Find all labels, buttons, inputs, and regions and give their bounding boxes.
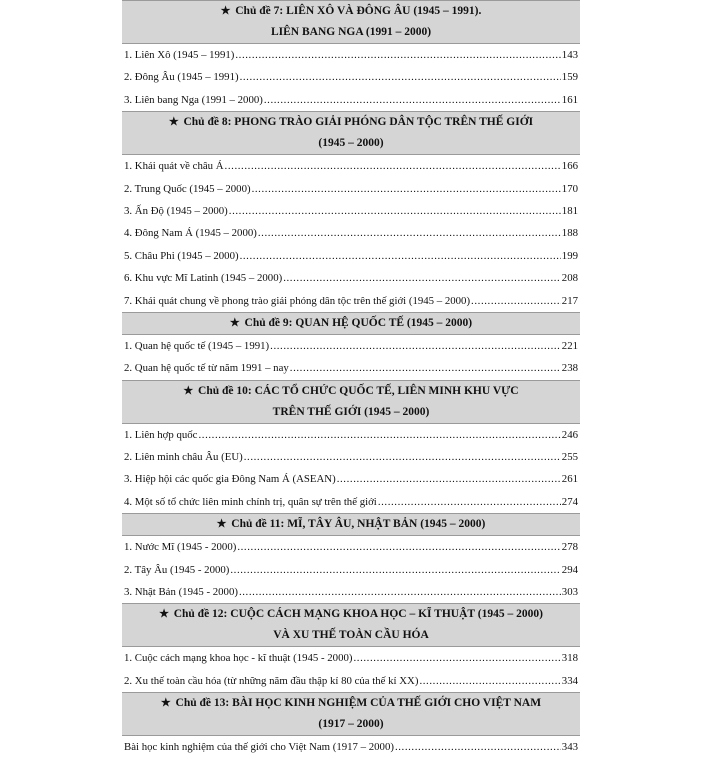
chapter-heading [122, 0, 580, 44]
toc-entry[interactable] [122, 178, 580, 200]
toc-entry[interactable] [122, 357, 580, 379]
toc-entry-label: 1. Nước Mĩ (1945 - 2000) [124, 541, 237, 554]
chapter-title-text: CUỘC CÁCH MẠNG KHOA HỌC – KĨ THUẬT (1945 – 2000) [230, 608, 543, 621]
chapter-section [122, 513, 580, 603]
chapter-title-text: VÀ XU THẾ TOÀN CẦU HÓA [273, 629, 429, 642]
chapter-title-line [122, 381, 580, 402]
dot-leader [290, 357, 561, 379]
dot-leader [230, 559, 560, 581]
dot-leader [229, 200, 561, 222]
dot-leader [395, 736, 561, 758]
star-icon: ★ [220, 5, 234, 17]
toc-entry-page: 170 [561, 182, 578, 195]
toc-entry-label: 1. Liên Xô (1945 – 1991) [124, 49, 235, 61]
toc-entry-label: 3. Liên bang Nga (1991 – 2000) [124, 93, 263, 106]
toc-entry-page: 188 [561, 227, 578, 240]
toc-entry[interactable] [122, 66, 580, 88]
star-icon: ★ [183, 384, 197, 397]
star-icon: ★ [159, 608, 172, 621]
dot-leader [258, 222, 561, 244]
toc-entry-label: 2. Liên minh châu Âu (EU) [124, 451, 243, 464]
dot-leader [239, 581, 561, 603]
chapter-section [122, 312, 580, 380]
dot-leader [198, 424, 560, 446]
star-icon: ★ [216, 518, 230, 531]
toc-entry[interactable] [122, 424, 580, 446]
toc-entry[interactable] [122, 559, 580, 581]
toc-entry[interactable] [122, 468, 580, 490]
dot-leader [270, 335, 561, 357]
chapter-prefix: Chủ đề 11: [231, 518, 285, 531]
toc-entry-page: 255 [561, 451, 578, 464]
dot-leader [471, 290, 561, 312]
chapter-prefix: Chủ đề 10: [198, 384, 252, 397]
toc-entry-label: 1. Liên hợp quốc [124, 428, 198, 441]
chapter-prefix: Chủ đề 9: [244, 316, 293, 329]
toc-entry-page: 208 [561, 272, 578, 285]
toc-entry[interactable] [122, 335, 580, 357]
chapter-title-line [122, 313, 580, 334]
toc-entry-label: 3. Ấn Độ (1945 – 2000) [124, 204, 228, 217]
dot-leader [419, 670, 560, 692]
dot-leader [225, 155, 561, 177]
toc-entry[interactable] [122, 222, 580, 244]
star-icon: ★ [160, 697, 174, 710]
toc-entry[interactable] [122, 89, 580, 111]
chapter-title-text: TRÊN THẾ GIỚI (1945 – 2000) [272, 405, 430, 418]
toc-entry[interactable] [122, 670, 580, 692]
toc-entry-label: 2. Tây Âu (1945 - 2000) [124, 563, 230, 576]
chapter-title-line [122, 402, 580, 423]
toc-entry[interactable] [122, 44, 580, 66]
chapter-title-line [122, 22, 580, 43]
dot-leader [244, 446, 561, 468]
toc-entry[interactable] [122, 200, 580, 222]
chapter-title-line [122, 514, 580, 535]
toc-entry[interactable] [122, 290, 580, 312]
chapter-prefix: Chủ đề 7: [235, 5, 284, 17]
chapter-title-text: (1917 – 2000) [318, 718, 384, 731]
chapter-title-line [122, 1, 580, 22]
toc-entry-page: 343 [561, 741, 578, 754]
chapter-prefix: Chủ đề 13: [175, 697, 230, 710]
chapter-title-text: LIÊN BANG NGA (1991 – 2000) [270, 26, 432, 38]
toc-entry-page: 199 [561, 249, 578, 262]
toc-entry-page: 221 [561, 339, 578, 352]
dot-leader [378, 491, 561, 513]
dot-leader [240, 66, 561, 88]
dot-leader [237, 536, 560, 558]
toc-entry-page: 217 [561, 294, 578, 307]
toc-entry-label: 1. Cuộc cách mạng khoa học - kĩ thuật (1945 - 2000) [124, 652, 353, 665]
toc-entry-page: 246 [561, 428, 578, 441]
toc-entry-label: 2. Đông Âu (1945 – 1991) [124, 71, 239, 84]
toc-entry[interactable] [122, 736, 580, 758]
toc-entry-page: 161 [561, 93, 578, 106]
chapter-heading [122, 111, 580, 155]
chapter-heading [122, 312, 580, 335]
chapter-title-text: BÀI HỌC KINH NGHIỆM CỦA THẾ GIỚI CHO VIỆT NAM [232, 697, 542, 710]
toc-entry[interactable] [122, 155, 580, 177]
toc-entry-page: 159 [561, 71, 578, 84]
dot-leader [235, 44, 560, 66]
chapter-prefix: Chủ đề 8: [183, 116, 232, 129]
toc-entry-label: 1. Quan hệ quốc tế (1945 – 1991) [124, 339, 270, 352]
dot-leader [240, 245, 561, 267]
chapter-section [122, 603, 580, 692]
chapter-heading [122, 692, 580, 736]
toc-entry-page: 166 [561, 160, 578, 173]
chapter-heading [122, 380, 580, 424]
chapter-title-text: MĨ, TÂY ÂU, NHẬT BẢN (1945 – 2000) [287, 518, 486, 531]
toc-entry-page: 181 [561, 204, 578, 217]
toc-entry-label: 2. Xu thế toàn cầu hóa (từ những năm đầu thập kỉ 80 của thế kỉ XX) [124, 674, 419, 687]
chapter-prefix: Chủ đề 12: [173, 608, 228, 621]
chapter-title-text: CÁC TỔ CHỨC QUỐC TẾ, LIÊN MINH KHU VỰC [254, 384, 519, 397]
chapter-section [122, 380, 580, 514]
star-icon: ★ [168, 116, 182, 129]
toc-entry[interactable] [122, 536, 580, 558]
toc-entry[interactable] [122, 491, 580, 513]
toc-entry-label: 4. Một số tổ chức liên minh chính trị, quân sự trên thế giới [124, 495, 377, 508]
dot-leader [252, 178, 561, 200]
toc-entry-label: 3. Nhật Bản (1945 - 2000) [124, 586, 238, 599]
toc-entry-page: 278 [561, 541, 578, 554]
chapter-title-text: LIÊN XÔ VÀ ĐÔNG ÂU (1945 – 1991). [286, 5, 482, 17]
toc-entry-page: 334 [561, 674, 578, 687]
chapter-section [122, 0, 580, 111]
toc-entry-page: 238 [561, 362, 578, 375]
chapter-title-line [122, 604, 580, 625]
toc-entry-label: 5. Châu Phi (1945 – 2000) [124, 249, 239, 262]
toc-entry-label: 2. Quan hệ quốc tế từ năm 1991 – nay [124, 362, 289, 375]
toc-entry-label: 4. Đông Nam Á (1945 – 2000) [124, 227, 257, 240]
toc-entry[interactable] [122, 581, 580, 603]
toc-entry-label: 3. Hiệp hội các quốc gia Đông Nam Á (ASEAN) [124, 473, 336, 486]
toc-entry-label: Bài học kinh nghiệm của thế giới cho Việt Nam (1917 – 2000) [124, 741, 394, 754]
dot-leader [337, 468, 561, 490]
toc-entry[interactable] [122, 267, 580, 289]
chapter-title-line [122, 625, 580, 646]
toc-entry-page: 274 [561, 495, 578, 508]
toc-entry[interactable] [122, 245, 580, 267]
toc-entry-label: 1. Khái quát về châu Á [124, 160, 224, 173]
chapter-title-line [122, 112, 580, 133]
table-of-contents [122, 0, 580, 759]
toc-entry-page: 303 [561, 586, 578, 599]
toc-entry-page: 143 [561, 49, 578, 61]
chapter-title-text: PHONG TRÀO GIẢI PHÓNG DÂN TỘC TRÊN THẾ GIỚI [234, 116, 534, 129]
chapter-section [122, 692, 580, 758]
dot-leader [264, 89, 561, 111]
chapter-title-line [122, 714, 580, 735]
chapter-title-text: (1945 – 2000) [318, 137, 384, 150]
toc-entry[interactable] [122, 647, 580, 669]
dot-leader [283, 267, 561, 289]
chapter-heading [122, 513, 580, 536]
toc-entry-page: 261 [561, 473, 578, 486]
toc-entry-page: 318 [561, 652, 578, 665]
chapter-heading [122, 603, 580, 647]
toc-entry-label: 7. Khái quát chung về phong trào giải phóng dân tộc trên thế giới (1945 – 2000) [124, 294, 471, 307]
chapter-section [122, 111, 580, 312]
toc-entry-page: 294 [561, 563, 578, 576]
chapter-title-line [122, 133, 580, 154]
star-icon: ★ [229, 316, 243, 329]
toc-entry-label: 2. Trung Quốc (1945 – 2000) [124, 182, 251, 195]
dot-leader [353, 647, 560, 669]
toc-entry[interactable] [122, 446, 580, 468]
chapter-title-text: QUAN HỆ QUỐC TẾ (1945 – 2000) [295, 316, 473, 329]
chapter-title-line [122, 693, 580, 714]
toc-entry-label: 6. Khu vực Mĩ Latinh (1945 – 2000) [124, 272, 283, 285]
